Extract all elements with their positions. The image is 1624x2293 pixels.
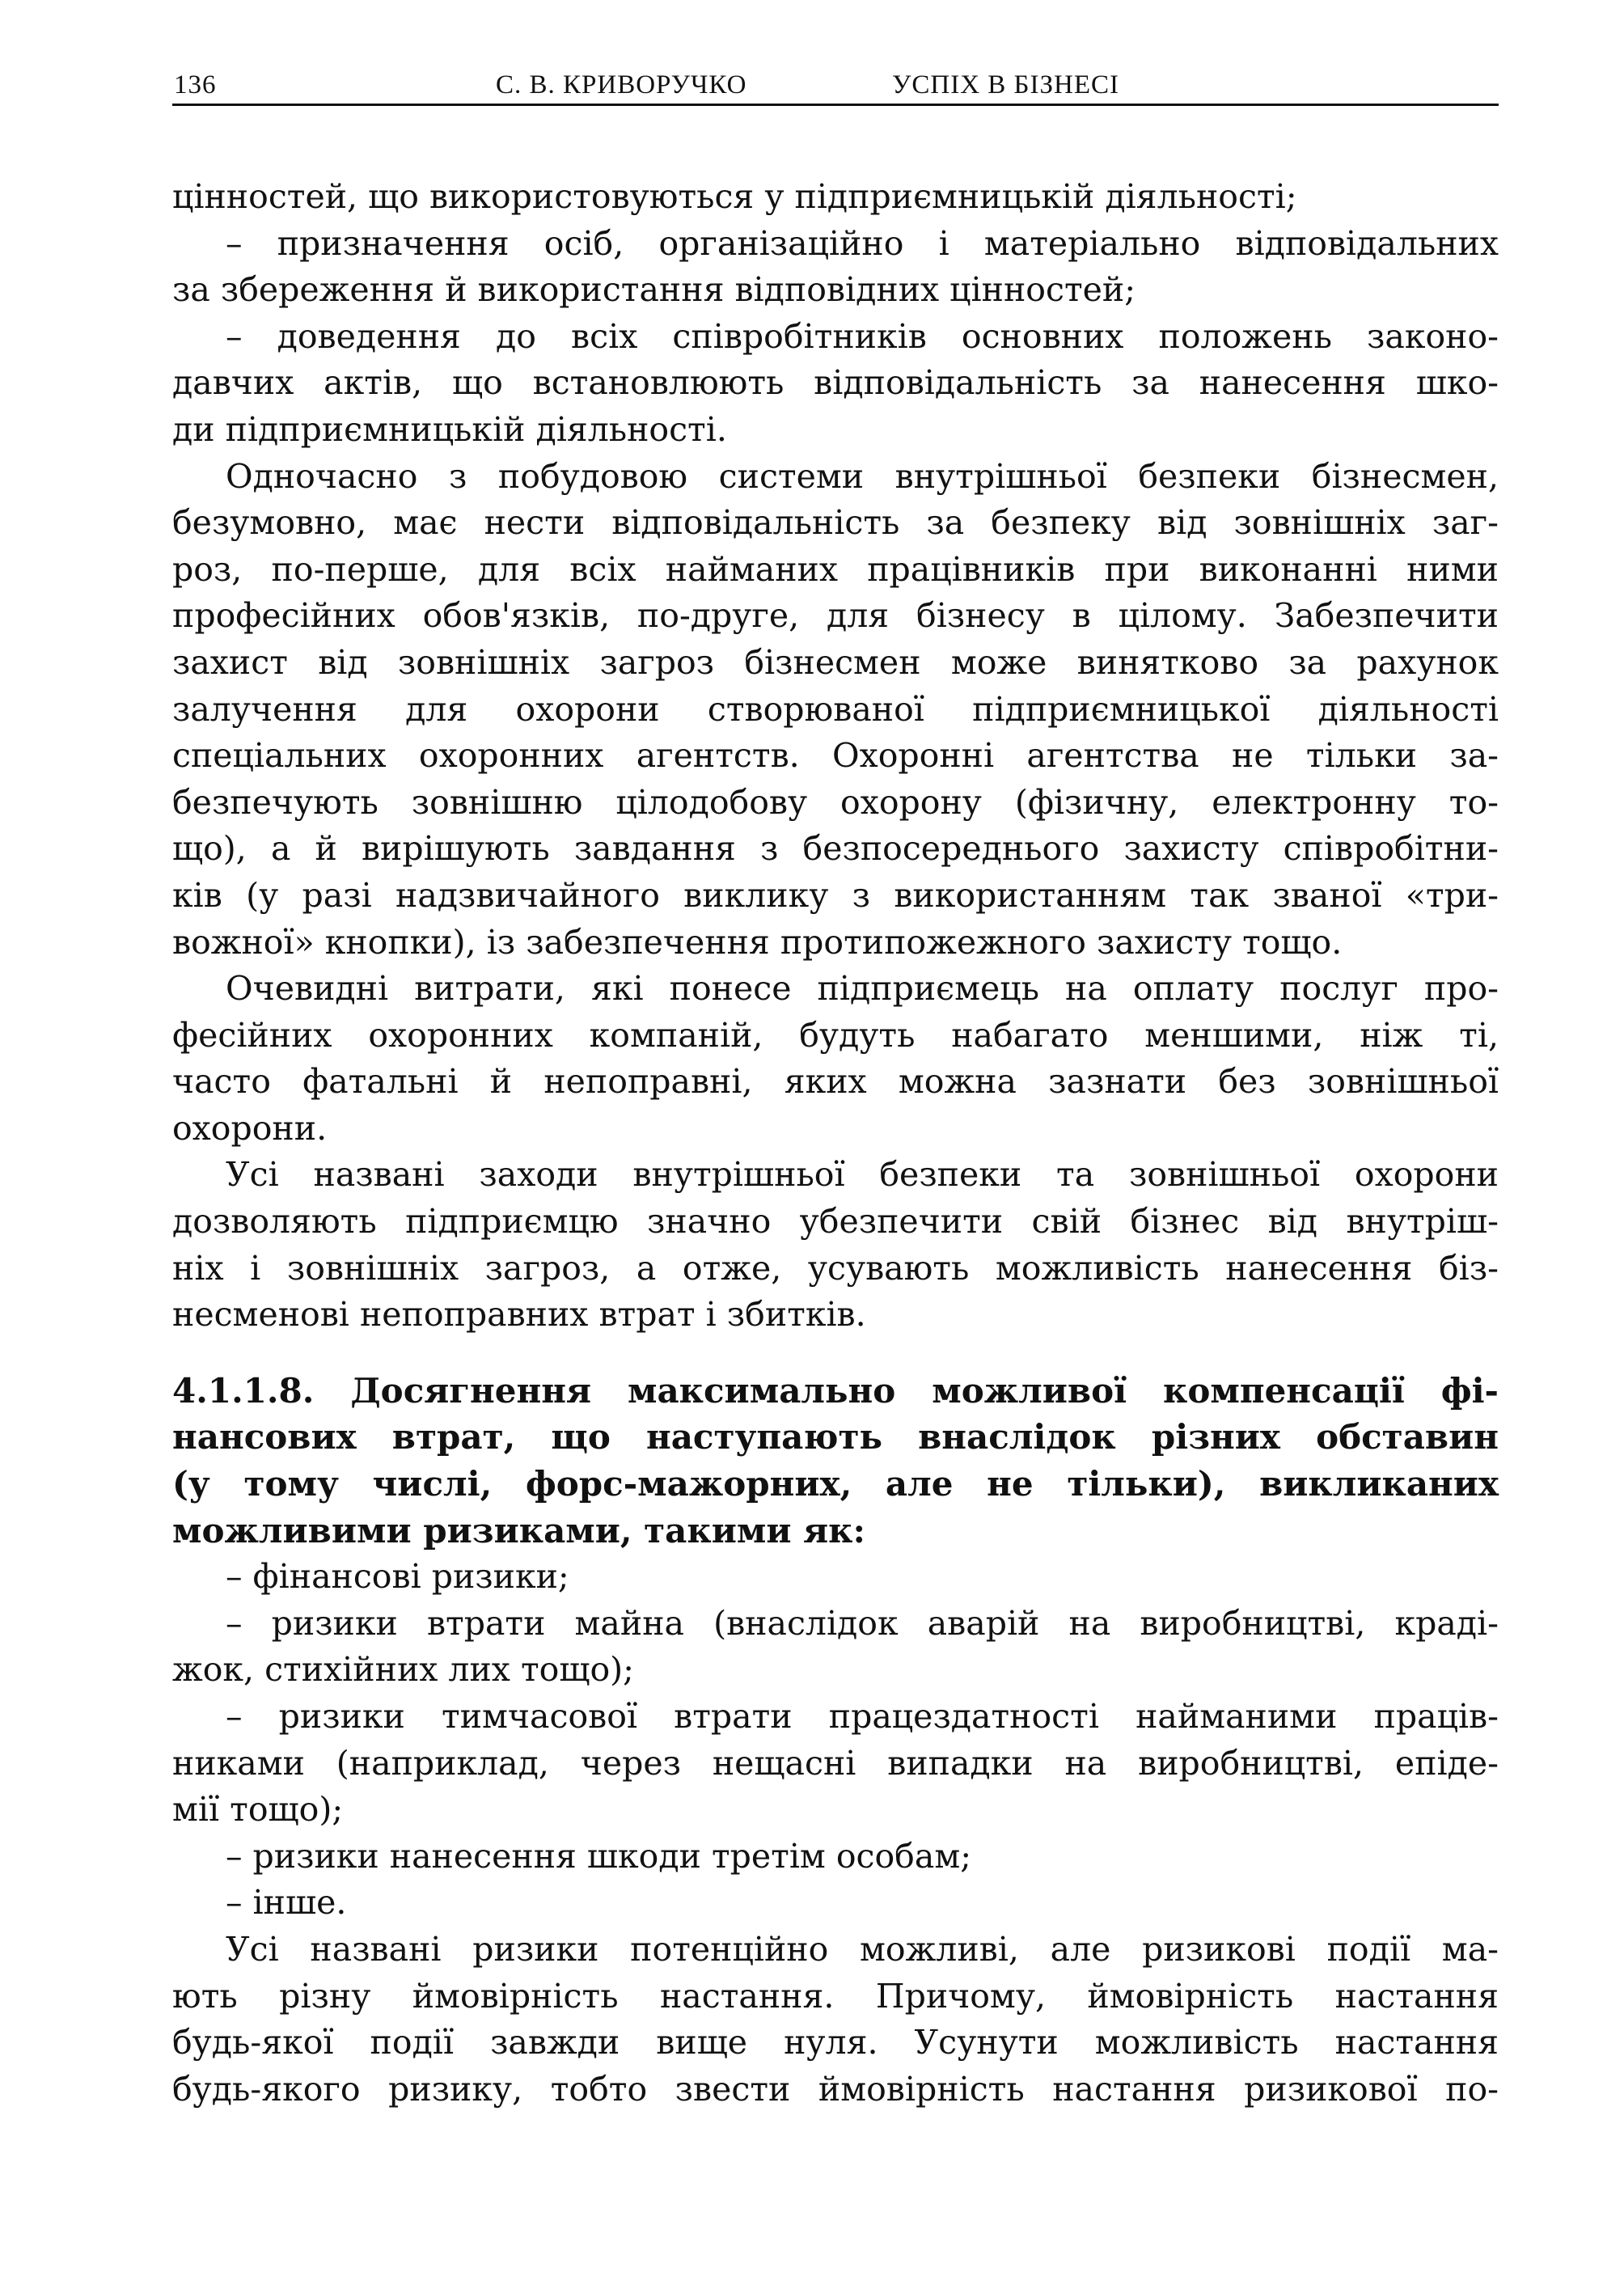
text-line: ють різну ймовірність настання. Причому, ймовірність настання [172,1976,1499,2016]
text-line: ди підприємницькій діяльності. [172,409,727,449]
text-line: безумовно, має нести відповідальність за безпеку від зовнішніх заг- [172,503,1499,543]
text-line: фесійних охоронних компаній, будуть набагато меншими, ніж ті, [172,1015,1499,1055]
paragraph [172,314,1499,454]
heading-line: можливими ризиками, такими як: [172,1510,866,1551]
text-line: Усі названі ризики потенційно можливі, але ризикові події ма- [226,1929,1499,1969]
text-line: часто фатальні й непоправні, яких можна зазнати без зовнішньої [172,1062,1499,1102]
text-line: що), а й вирішують завдання з безпосереднього захисту співробітни- [172,829,1499,869]
text-line: давчих актів, що встановлюють відповідальність за нанесення шко- [172,363,1499,403]
text-line: – інше. [226,1883,347,1923]
paragraph [172,966,1499,1152]
heading-line: нансових втрат, що наступають внаслідок різних обставин [172,1417,1499,1457]
text-line: будь-якої події завжди вище нуля. Усунути можливість настання [172,2023,1499,2062]
text-line: – призначення осіб, організаційно і матеріально відповідальних [226,223,1499,263]
text-line: вожної» кнопки), із забезпечення протипожежного захисту тощо. [172,922,1343,962]
paragraph [172,1880,1499,1927]
text-line: будь-якого ризику, тобто звести ймовірність настання ризикової по- [172,2069,1499,2109]
paragraph [172,1554,1499,1601]
paragraph [172,1601,1499,1694]
section-gap [172,1339,1499,1368]
text-line: – доведення до всіх співробітників основних положень законо- [226,316,1499,356]
heading-line: 4.1.1.8. Досягнення максимально можливої компенсації фі- [172,1370,1499,1411]
text-line: охорони. [172,1108,328,1148]
text-line: – ризики втрати майна (внаслідок аварій на виробництві, краді- [226,1603,1499,1643]
text-line: никами (наприклад, через нещасні випадки на виробництві, епіде- [172,1743,1499,1783]
text-line: жок, стихійних лих тощо); [172,1650,634,1690]
text-line: за збереження й використання відповідних цінностей; [172,270,1136,310]
paragraph [172,174,1499,221]
text-line: цінностей, що використовуються у підприємницькій діяльності; [172,177,1297,216]
paragraph [172,454,1499,967]
text-line: ків (у разі надзвичайного виклику з використанням так званої «три- [172,875,1499,915]
text-line: – ризики нанесення шкоди третім особам; [226,1836,972,1876]
text-line: – фінансові ризики; [226,1557,569,1597]
page-body [172,174,1499,2113]
text-line: дозволяють підприємцю значно убезпечити свій бізнес від внутріш- [172,1202,1499,1242]
header-author: С. В. КРИВОРУЧКО [496,70,747,99]
paragraph [172,1694,1499,1834]
paragraph [172,1834,1499,1881]
text-line: захист від зовнішніх загроз бізнесмен може винятково за рахунок [172,642,1499,682]
heading-line: (у тому числі, форс-мажорних, але не тільки), викликаних [172,1464,1499,1504]
text-line: спеціальних охоронних агентств. Охоронні агентства не тільки за- [172,736,1499,776]
running-header [172,66,1499,106]
text-line: Одночасно з побудовою системи внутрішньої безпеки бізнесмен, [226,456,1499,496]
section-heading [172,1368,1499,1554]
text-line: Усі названі заходи внутрішньої безпеки та зовнішньої охорони [226,1155,1499,1195]
text-line: мії тощо); [172,1790,344,1830]
paragraph [172,1152,1499,1338]
paragraph [172,221,1499,314]
text-line: Очевидні витрати, які понесе підприємець на оплату послуг про- [226,969,1499,1009]
text-line: професійних обов'язків, по-друге, для бізнесу в цілому. Забезпечити [172,596,1499,636]
header-book-title: УСПІХ В БІЗНЕСІ [892,70,1119,99]
text-line: роз, по-перше, для всіх найманих працівників при виконанні ними [172,549,1499,589]
text-line: залучення для охорони створюваної підприємницької діяльності [172,689,1499,729]
text-line: ніх і зовнішніх загроз, а отже, усувають можливість нанесення біз- [172,1248,1499,1288]
page-number: 136 [174,70,217,99]
text-line: безпечують зовнішню цілодобову охорону (фізичну, електронну то- [172,782,1499,822]
paragraph [172,1927,1499,2113]
text-line: – ризики тимчасової втрати працездатності найманими праців- [226,1697,1499,1736]
text-line: несменові непоправних втрат і збитків. [172,1295,866,1335]
